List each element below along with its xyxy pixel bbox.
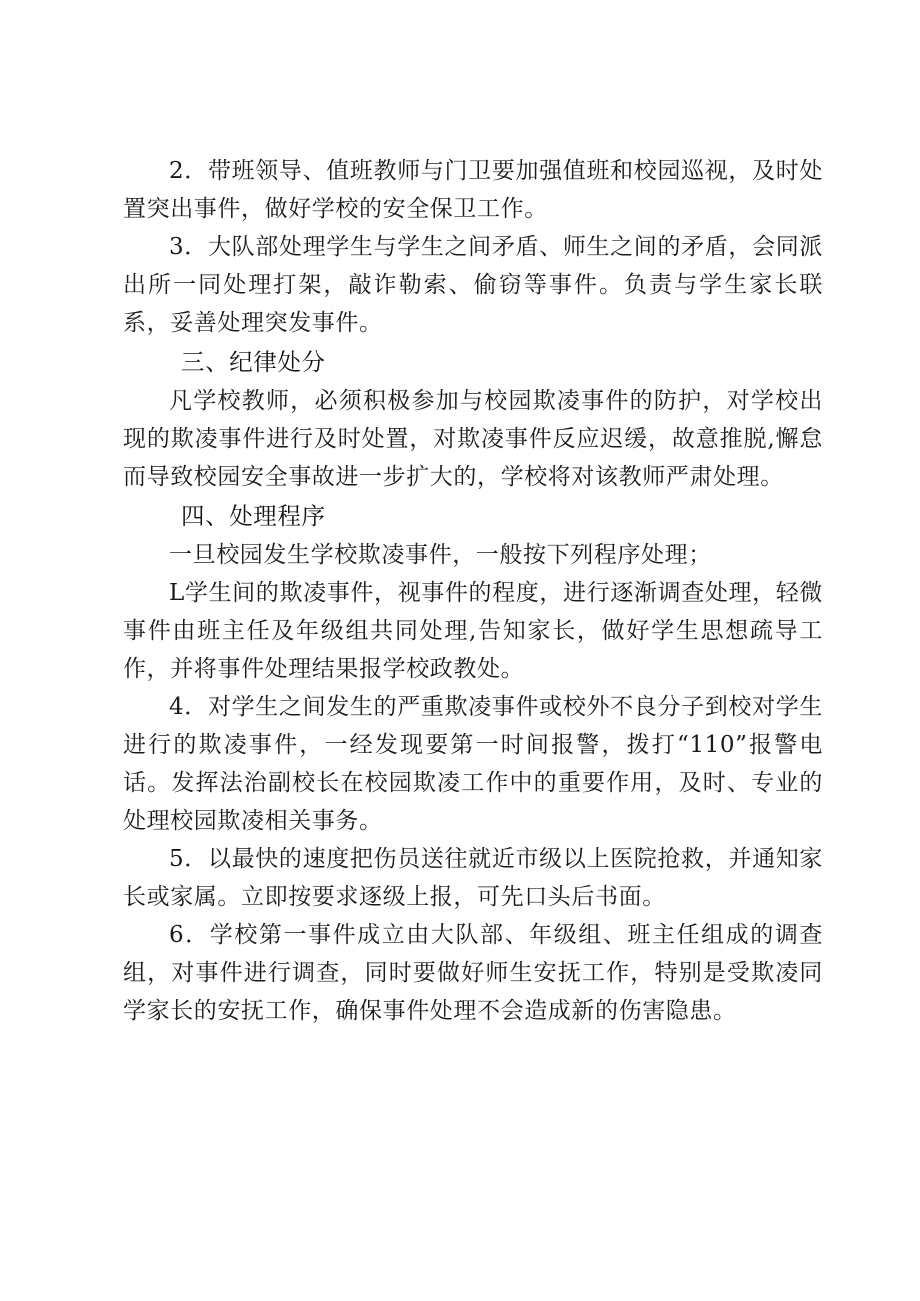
paragraph-step-6: 6．学校第一事件成立由大队部、年级组、班主任组成的调查组，对事件进行调查，同时要做好师生安抚工作，特别是受欺凌同学家长的安抚工作，确保事件处理不会造成新的伤害隐患。: [123, 922, 823, 1024]
paragraph-brigade-handling: 3．大队部处理学生与学生之间矛盾、师生之间的矛盾，会同派出所一同处理打架，敲诈勒索、偷窃等事件。负责与学生家长联系，妥善处理突发事件。: [123, 234, 823, 336]
section-heading-procedure: 四、处理程序: [181, 502, 326, 530]
paragraph-procedure-intro: 一旦校园发生学校欺凌事件，一般按下列程序处理；: [169, 542, 712, 568]
section-heading-discipline: 三、纪律处分: [181, 348, 326, 376]
paragraph-discipline: 凡学校教师，必须积极参加与校园欺凌事件的防护，对学校出现的欺凌事件进行及时处置，对欺凌事件反应迟缓，故意推脱,懈怠而导致校园安全事故进一步扩大的，学校将对该教师严肃处理。: [123, 388, 823, 490]
paragraph-step-1: L学生间的欺凌事件，视事件的程度，进行逐渐调查处理，轻微事件由班主任及年级组共同处理,告知家长，做好学生思想疏导工作，并将事件处理结果报学校政教处。: [123, 580, 823, 682]
document-body: [123, 152, 823, 1030]
paragraph-duty-patrol: 2．带班领导、值班教师与门卫要加强值班和校园巡视，及时处置突出事件，做好学校的安全保卫工作。: [123, 158, 823, 222]
paragraph-step-4: 4．对学生之间发生的严重欺凌事件或校外不良分子到校对学生进行的欺凌事件，一经发现要第一时间报警，拨打“110”报警电话。发挥法治副校长在校园欺凌工作中的重要作用，及时、专业的处理校园欺凌相关事务。: [123, 694, 823, 834]
paragraph-step-5: 5．以最快的速度把伤员送往就近市级以上医院抢救，并通知家长或家属。立即按要求逐级上报，可先口头后书面。: [123, 846, 823, 910]
